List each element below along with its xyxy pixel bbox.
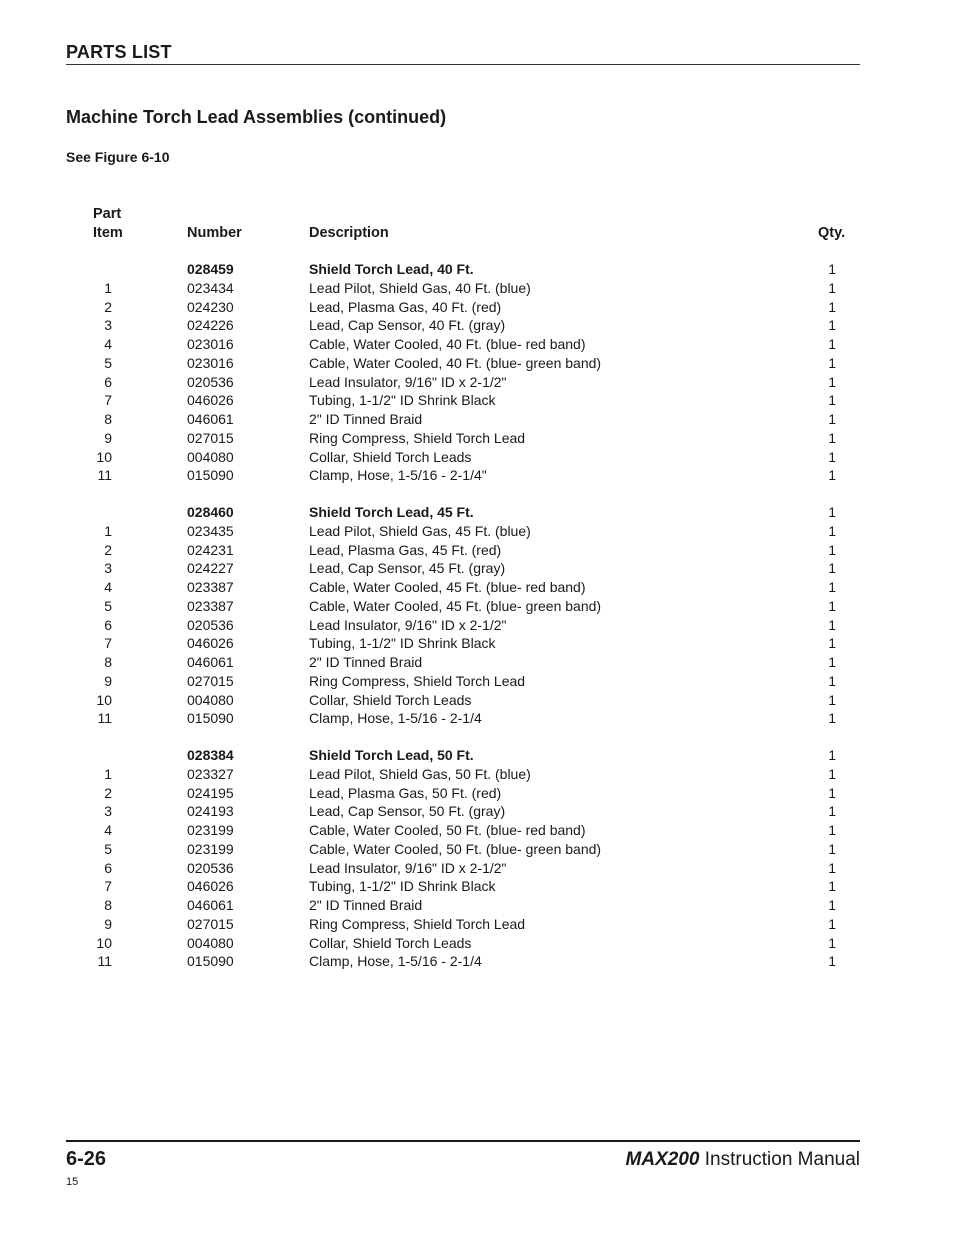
assembly-description: Shield Torch Lead, 45 Ft. xyxy=(309,504,474,520)
part-item: 6 xyxy=(104,373,112,390)
part-item: 2 xyxy=(104,541,112,558)
part-description: Cable, Water Cooled, 50 Ft. (blue- red band) xyxy=(309,822,586,838)
section-title: Machine Torch Lead Assemblies (continued) xyxy=(66,107,447,127)
table-row xyxy=(66,634,860,653)
part-qty: 1 xyxy=(828,765,836,782)
part-qty: 1 xyxy=(828,710,836,727)
part-description: Collar, Shield Torch Leads xyxy=(309,691,472,708)
part-number: 015090 xyxy=(187,953,234,970)
part-item: 1 xyxy=(104,522,112,539)
sheet-number: 15 xyxy=(66,1176,79,1188)
column-header-item xyxy=(93,205,123,243)
part-number: 020536 xyxy=(187,373,234,390)
column-header-description: Description xyxy=(309,225,389,241)
part-description: 2" ID Tinned Braid xyxy=(309,897,423,913)
part-item: 2 xyxy=(104,784,112,801)
column-header-number: Number xyxy=(187,225,242,241)
part-description: Cable, Water Cooled, 40 Ft. (blue- red band) xyxy=(309,336,586,352)
part-description: Collar, Shield Torch Leads xyxy=(309,934,472,951)
table-row xyxy=(66,691,860,710)
part-number: 023434 xyxy=(187,279,234,296)
table-row xyxy=(66,541,860,560)
part-qty: 1 xyxy=(828,448,836,465)
assembly-row xyxy=(66,746,860,765)
part-number: 023016 xyxy=(187,354,234,371)
part-description: Tubing, 1-1/2" ID Shrink Black xyxy=(309,635,496,652)
table-row xyxy=(66,316,860,335)
part-number: 027015 xyxy=(187,672,234,689)
assembly-qty: 1 xyxy=(828,747,836,763)
part-qty: 1 xyxy=(828,522,836,539)
part-item: 9 xyxy=(104,672,112,689)
part-description: Lead Pilot, Shield Gas, 40 Ft. (blue) xyxy=(309,279,531,296)
table-row xyxy=(66,429,860,448)
assembly-qty: 1 xyxy=(828,261,836,277)
footer-divider xyxy=(66,1140,860,1142)
part-qty: 1 xyxy=(828,859,836,876)
part-qty: 1 xyxy=(828,279,836,296)
part-number: 020536 xyxy=(187,859,234,876)
part-qty: 1 xyxy=(828,672,836,689)
part-qty: 1 xyxy=(828,897,836,913)
table-row xyxy=(66,373,860,392)
part-item: 5 xyxy=(104,840,112,857)
part-description: Lead Insulator, 9/16" ID x 2-1/2" xyxy=(309,373,507,390)
part-description: Lead Insulator, 9/16" ID x 2-1/2" xyxy=(309,859,507,876)
part-item: 7 xyxy=(104,878,112,895)
part-number: 020536 xyxy=(187,616,234,633)
part-item: 1 xyxy=(104,279,112,296)
part-number: 023387 xyxy=(187,597,234,614)
part-qty: 1 xyxy=(828,953,836,970)
assembly-part-number: 028460 xyxy=(187,504,234,520)
part-description: Lead, Cap Sensor, 50 Ft. (gray) xyxy=(309,803,506,820)
part-number: 024195 xyxy=(187,784,234,801)
part-number: 004080 xyxy=(187,934,234,951)
part-item: 3 xyxy=(104,317,112,334)
part-qty: 1 xyxy=(828,467,836,484)
manual-title-text: Instruction Manual xyxy=(704,1149,860,1170)
part-description: Lead, Plasma Gas, 50 Ft. (red) xyxy=(309,784,502,801)
assembly-part-number: 028384 xyxy=(187,747,234,763)
part-description: Clamp, Hose, 1-5/16 - 2-1/4 xyxy=(309,953,482,970)
part-item: 6 xyxy=(104,859,112,876)
table-row xyxy=(66,466,860,485)
part-number: 027015 xyxy=(187,915,234,932)
table-row xyxy=(66,448,860,467)
part-number: 024226 xyxy=(187,317,234,334)
part-number: 023016 xyxy=(187,336,234,352)
part-qty: 1 xyxy=(828,616,836,633)
part-description: Cable, Water Cooled, 45 Ft. (blue- red band) xyxy=(309,579,586,595)
table-row xyxy=(66,934,860,953)
part-item: 5 xyxy=(104,354,112,371)
part-item: 11 xyxy=(97,953,112,970)
table-row xyxy=(66,616,860,635)
part-description: Collar, Shield Torch Leads xyxy=(309,448,472,465)
part-number: 046026 xyxy=(187,392,234,409)
part-item: 2 xyxy=(104,298,112,315)
part-description: Lead, Cap Sensor, 45 Ft. (gray) xyxy=(309,560,506,577)
part-qty: 1 xyxy=(828,317,836,334)
part-qty: 1 xyxy=(828,392,836,409)
part-description: Clamp, Hose, 1-5/16 - 2-1/4" xyxy=(309,467,487,484)
assembly-row xyxy=(66,503,860,522)
part-qty: 1 xyxy=(828,411,836,427)
table-row xyxy=(66,802,860,821)
table-row xyxy=(66,597,860,616)
part-number: 015090 xyxy=(187,710,234,727)
table-row xyxy=(66,877,860,896)
part-description: Lead, Cap Sensor, 40 Ft. (gray) xyxy=(309,317,506,334)
part-number: 046061 xyxy=(187,897,234,913)
part-qty: 1 xyxy=(828,560,836,577)
part-qty: 1 xyxy=(828,597,836,614)
table-row xyxy=(66,522,860,541)
part-qty: 1 xyxy=(828,934,836,951)
part-number: 023327 xyxy=(187,765,234,782)
part-number: 023387 xyxy=(187,579,234,595)
part-qty: 1 xyxy=(828,803,836,820)
part-qty: 1 xyxy=(828,373,836,390)
figure-reference: See Figure 6-10 xyxy=(66,149,170,165)
part-number: 046026 xyxy=(187,878,234,895)
part-number: 024193 xyxy=(187,803,234,820)
part-item: 10 xyxy=(96,691,112,708)
part-item: 6 xyxy=(104,616,112,633)
part-item: 9 xyxy=(104,915,112,932)
table-row xyxy=(66,298,860,317)
part-description: Ring Compress, Shield Torch Lead xyxy=(309,915,526,932)
part-description: Lead Pilot, Shield Gas, 50 Ft. (blue) xyxy=(309,765,531,782)
part-qty: 1 xyxy=(828,878,836,895)
part-qty: 1 xyxy=(828,654,836,670)
part-description: Lead, Plasma Gas, 40 Ft. (red) xyxy=(309,298,502,315)
table-row xyxy=(66,709,860,728)
part-description: Cable, Water Cooled, 45 Ft. (blue- green band) xyxy=(309,597,602,614)
table-row xyxy=(66,915,860,934)
part-qty: 1 xyxy=(828,298,836,315)
part-number: 046026 xyxy=(187,635,234,652)
manual-title xyxy=(626,1149,860,1171)
header-divider xyxy=(66,64,860,65)
part-number: 023435 xyxy=(187,522,234,539)
part-number: 004080 xyxy=(187,448,234,465)
part-qty: 1 xyxy=(828,541,836,558)
part-item: 4 xyxy=(104,822,112,838)
part-qty: 1 xyxy=(828,915,836,932)
part-item: 4 xyxy=(104,336,112,352)
part-number: 046061 xyxy=(187,411,234,427)
table-row xyxy=(66,335,860,354)
part-item: 1 xyxy=(104,765,112,782)
part-description: 2" ID Tinned Braid xyxy=(309,411,423,427)
part-qty: 1 xyxy=(828,784,836,801)
part-number: 024230 xyxy=(187,298,234,315)
assembly-qty: 1 xyxy=(828,504,836,520)
part-description: Lead Pilot, Shield Gas, 45 Ft. (blue) xyxy=(309,522,531,539)
table-row xyxy=(66,578,860,597)
part-item: 7 xyxy=(104,392,112,409)
part-item: 10 xyxy=(96,934,112,951)
column-header-qty: Qty. xyxy=(818,225,846,241)
column-header-item-line2: Item xyxy=(93,225,123,241)
part-description: Lead Insulator, 9/16" ID x 2-1/2" xyxy=(309,616,507,633)
part-description: Lead, Plasma Gas, 45 Ft. (red) xyxy=(309,541,502,558)
part-description: Cable, Water Cooled, 50 Ft. (blue- green band) xyxy=(309,840,602,857)
table-row xyxy=(66,391,860,410)
model-name: MAX200 xyxy=(625,1149,700,1170)
part-item: 5 xyxy=(104,597,112,614)
part-number: 024227 xyxy=(187,560,234,577)
part-description: Tubing, 1-1/2" ID Shrink Black xyxy=(309,878,496,895)
part-item: 7 xyxy=(104,635,112,652)
part-number: 024231 xyxy=(187,541,234,558)
part-number: 004080 xyxy=(187,691,234,708)
part-item: 11 xyxy=(97,467,112,484)
part-number: 023199 xyxy=(187,840,234,857)
table-row xyxy=(66,279,860,298)
part-qty: 1 xyxy=(828,840,836,857)
page-number: 6-26 xyxy=(66,1148,107,1170)
part-number: 015090 xyxy=(187,467,234,484)
table-row xyxy=(66,859,860,878)
part-description: Clamp, Hose, 1-5/16 - 2-1/4 xyxy=(309,710,482,727)
part-item: 8 xyxy=(104,897,112,913)
assembly-description: Shield Torch Lead, 40 Ft. xyxy=(309,261,474,277)
table-row xyxy=(66,784,860,803)
column-header-item-line1: Part xyxy=(93,206,122,222)
part-number: 046061 xyxy=(187,654,234,670)
part-item: 10 xyxy=(96,448,112,465)
part-qty: 1 xyxy=(828,429,836,446)
part-item: 11 xyxy=(97,710,112,727)
part-item: 8 xyxy=(104,411,112,427)
part-qty: 1 xyxy=(828,822,836,838)
assembly-part-number: 028459 xyxy=(187,261,234,277)
part-description: Tubing, 1-1/2" ID Shrink Black xyxy=(309,392,496,409)
part-qty: 1 xyxy=(828,579,836,595)
part-item: 9 xyxy=(104,429,112,446)
part-description: Cable, Water Cooled, 40 Ft. (blue- green band) xyxy=(309,354,602,371)
table-row xyxy=(66,896,860,915)
page-header-title: PARTS LIST xyxy=(66,42,172,62)
assembly-description: Shield Torch Lead, 50 Ft. xyxy=(309,747,474,763)
part-qty: 1 xyxy=(828,635,836,652)
table-row xyxy=(66,354,860,373)
table-row xyxy=(66,840,860,859)
table-row xyxy=(66,653,860,672)
part-number: 027015 xyxy=(187,429,234,446)
part-description: Ring Compress, Shield Torch Lead xyxy=(309,672,526,689)
part-description: 2" ID Tinned Braid xyxy=(309,654,423,670)
assembly-row xyxy=(66,260,860,279)
table-row xyxy=(66,672,860,691)
part-item: 4 xyxy=(104,579,112,595)
part-item: 8 xyxy=(104,654,112,670)
table-row xyxy=(66,765,860,784)
table-row xyxy=(66,410,860,429)
table-row xyxy=(66,559,860,578)
part-description: Ring Compress, Shield Torch Lead xyxy=(309,429,526,446)
parts-table xyxy=(66,260,860,971)
part-qty: 1 xyxy=(828,354,836,371)
part-number: 023199 xyxy=(187,822,234,838)
table-row xyxy=(66,952,860,971)
part-item: 3 xyxy=(104,803,112,820)
part-qty: 1 xyxy=(828,691,836,708)
table-row xyxy=(66,821,860,840)
part-item: 3 xyxy=(104,560,112,577)
part-qty: 1 xyxy=(828,336,836,352)
